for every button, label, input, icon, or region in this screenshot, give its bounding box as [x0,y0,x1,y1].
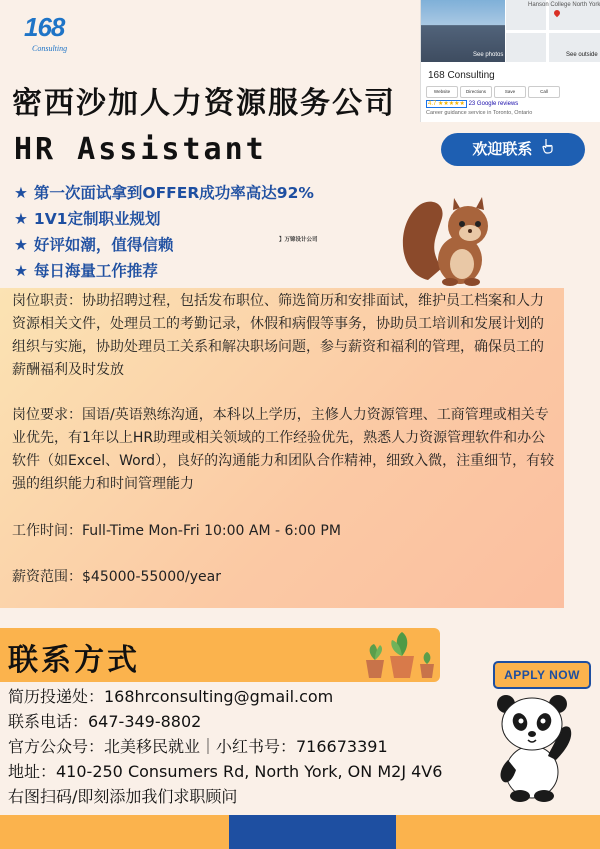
map-label: Hanson College North York [528,2,600,8]
feature-item: ★ 第一次面试拿到OFFER成功率高达92% [14,184,314,202]
contact-title: 联系方式 [8,643,140,678]
rating-stars: 4.7 ★★★★★ [428,101,465,107]
google-business-card[interactable] [420,0,600,122]
save-button[interactable]: Save [494,86,526,98]
business-name: 168 Consulting [428,70,495,81]
directions-button[interactable]: Directions [460,86,492,98]
job-requirements: 岗位要求：国语/英语熟练沟通，本科以上学历，主修人力资源管理、工商管理或相关专业优先，有1年以上HR助理或相关领域的工作经验优先，熟悉人力资源管理软件和办公软件（如Excel、Word），良好的沟通能力和团队合作精神，细致入微，注重细节，有较强的组织能力和时间管理能力 [12,407,555,492]
contact-us-button[interactable] [441,133,585,166]
company-logo [14,10,78,58]
feature-item: ★ 1V1定制职业规划 [14,210,161,228]
job-title: HR Assistant [14,132,267,167]
work-hours: 工作时间：Full-Time Mon-Fri 10:00 AM - 6:00 PM [12,523,341,539]
see-outside-label[interactable]: See outside [566,52,598,58]
website-button[interactable]: Website [426,86,458,98]
building-photo[interactable] [421,0,505,62]
contact-email[interactable]: 简历投递处：168hrconsulting@gmail.com [8,687,334,706]
reviews-link[interactable]: 23 Google reviews [468,101,519,107]
star-icon: ★ [14,210,28,228]
apply-now-button[interactable]: APPLY NOW [493,661,591,689]
panda-illustration [486,690,586,802]
squirrel-illustration [398,188,500,290]
call-button[interactable]: Call [528,86,560,98]
map-thumbnail[interactable] [506,0,600,62]
contact-social: 官方公众号：北美移民就业｜小红书号：716673391 [8,737,388,756]
small-caption: 】万锦设计公司 [279,237,318,243]
logo-subtitle: Consulting [32,44,68,53]
rating-row[interactable] [426,100,518,107]
feature-item: ★ 好评如潮，值得信赖 [14,236,174,254]
contact-note: 右图扫码/即刻添加我们求职顾问 [8,787,238,806]
feature-list [14,180,314,284]
job-duties: 岗位职责：协助招聘过程，包括发布职位、筛选简历和安排面试，维护员工档案和人力资源相关文件，处理员工的考勤记录，休假和病假等事务，协助员工培训和发展计划的组织与实施，协助处理员工关系和解决职场问题，参与薪资和福利的管理，确保员工的薪酬福利及时发放 [12,293,544,378]
logo-number: 168 [24,12,65,42]
footer-blue-block [229,815,396,849]
page-title: 密西沙加人力资源服务公司 [12,86,396,121]
see-photos-label[interactable]: See photos [473,52,504,58]
business-description: Career guidance service in Toronto, Ontario [426,110,533,116]
feature-item: ★ 每日海量工作推荐 [14,262,158,280]
star-icon: ★ [14,184,28,202]
map-pin-icon [553,9,561,17]
contact-phone[interactable]: 联系电话：647-349-8802 [8,712,202,731]
star-icon: ★ [14,236,28,254]
hand-point-icon [542,133,554,166]
contact-address: 地址：410-250 Consumers Rd, North York, ON M2J 4V6 [8,762,443,781]
contact-button-label: 欢迎联系 [472,140,533,158]
star-icon: ★ [14,262,28,280]
salary-range: 薪资范围：$45000-55000/year [12,569,221,585]
potted-plants-icon [362,630,438,680]
